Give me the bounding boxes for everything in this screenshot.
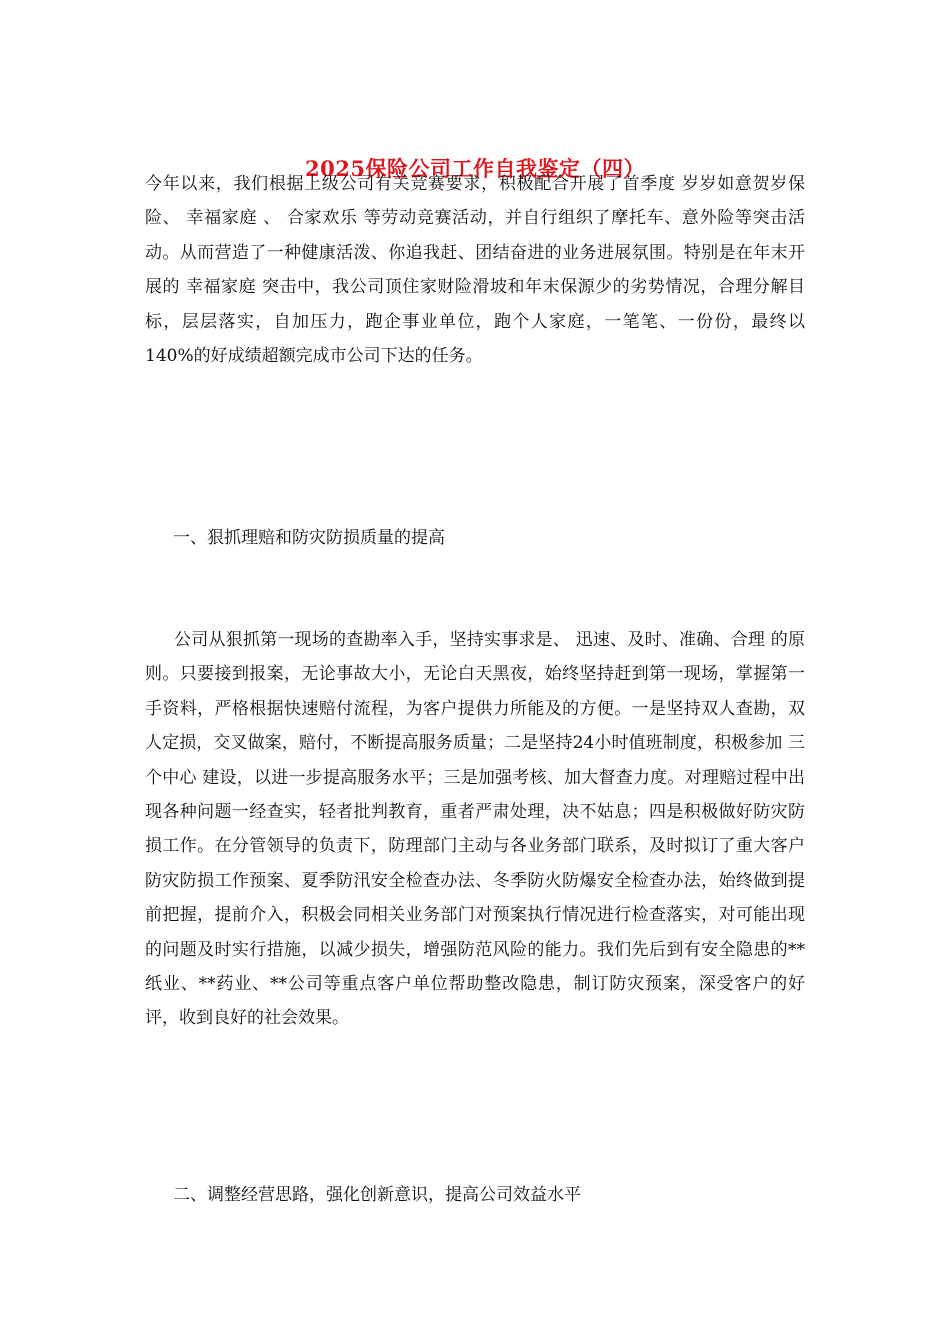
document-title: 2025保险公司工作自我鉴定（四） (305, 156, 645, 181)
intro-paragraph: 今年以来，我们根据上级公司有关竞赛要求，积极配合开展了首季度 岁岁如意贺岁保险、 幸福家庭 、 合家欢乐 等劳动竞赛活动，并自行组织了摩托车、意外险等突击活动。从而营造了一种健康活泼、你追我赶、团结奋进的业务进展氛围。特别是在年末开展的 幸福家庭 突击中，我公司顶住家财险滑坡和年末保源少的劣势情况，合理分解目标，层层落实，自加压力，跑企事业单位，跑个人家庭，一笔笔、一份份，最终以140%的好成绩超额完成市公司下达的任务。 (145, 174, 805, 367)
section-2-heading: 二、调整经营思路，强化创新意识，提高公司效益水平 (173, 1185, 581, 1205)
section-1-heading: 一、狠抓理赔和防灾防损质量的提高 (173, 528, 445, 548)
section-1-paragraph: 公司从狠抓第一现场的查勘率入手，坚持实事求是、 迅速、及时、准确、合理 的原则。只要接到报案，无论事故大小，无论白天黑夜，始终坚持赶到第一现场，掌握第一手资料，严格根据快速赔付流程，为客户提供力所能及的方便。一是坚持双人查勘，双人定损，交叉做案，赔付，不断提高服务质量；二是坚持24小时值班制度，积极参加 三个中心 建设，以进一步提高服务水平；三是加强考核、加大督查力度。对理赔过程中出现各种问题一经查实，轻者批判教育，重者严肃处理，决不姑息；四是积极做好防灾防损工作。在分管领导的负责下，防理部门主动与各业务部门联系，及时拟订了重大客户防灾防损工作预案、夏季防汛安全检查办法、冬季防火防爆安全检查办法，始终做到提前把握，提前介入，积极会同相关业务部门对预案执行情况进行检查落实，对可能出现的问题及时实行措施，以减少损失，增强防范风险的能力。我们先后到有安全隐患的**纸业、**药业、**公司等重点客户单位帮助整改隐患，制订防灾预案，深受客户的好评，收到良好的社会效果。 (145, 630, 805, 1029)
